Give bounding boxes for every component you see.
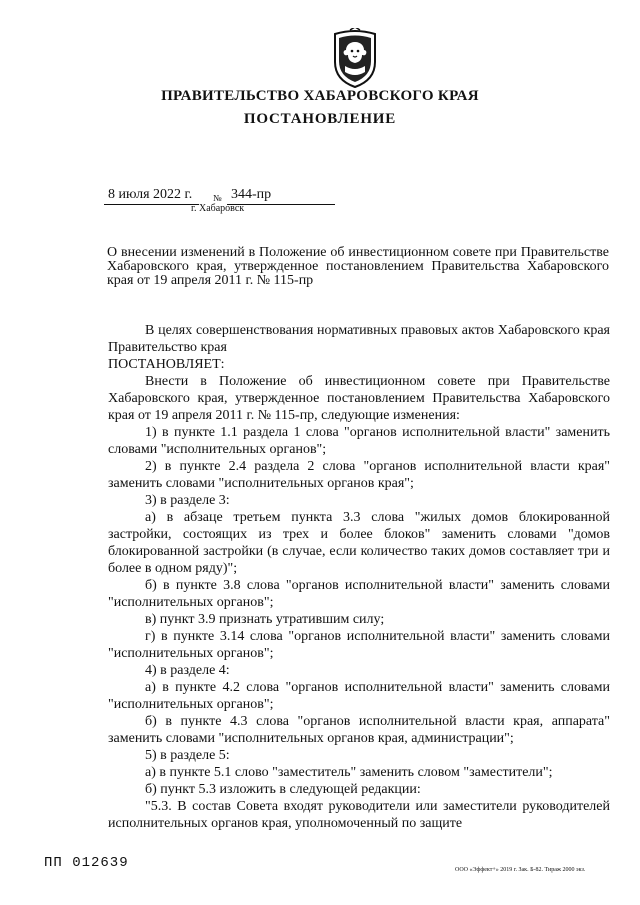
body-paragraph: б) в пункте 3.8 слова "органов исполнительной власти" заменить словами "исполнительных органов";: [108, 578, 610, 610]
body-paragraph: а) в абзаце третьем пункта 3.3 слова "жилых домов блокированной застройки, состоящих из трех и более блоков" заменить словами "домов блокированной застройки (в случае, если количество таких домов составляет три и более в одном ряду)";: [108, 510, 610, 576]
body-paragraph: г) в пункте 3.14 слова "органов исполнительной власти" заменить словами "исполнительных органов";: [108, 629, 610, 661]
body-paragraph: в) пункт 3.9 признать утратившим силу;: [145, 612, 385, 627]
form-serial-number: ПП 012639: [44, 855, 129, 871]
decree-date: 8 июля 2022 г.: [108, 187, 193, 202]
printer-imprint: ООО «Эффект+» 2019 г. Зак. Б-82. Тираж 2000 экз.: [455, 867, 586, 873]
body-paragraph: 5) в разделе 5:: [145, 748, 230, 763]
body-paragraph: б) пункт 5.3 изложить в следующей редакции:: [145, 782, 421, 797]
number-sign: №: [213, 193, 222, 203]
body-paragraph: "5.3. В состав Совета входят руководители или заместители руководителей исполнительных органов края, уполномоченный по защите: [108, 799, 610, 831]
body-paragraph: 2) в пункте 2.4 раздела 2 слова "органов исполнительной власти края" заменить словами "исполнительных органов края";: [108, 459, 610, 491]
body-paragraph: а) в пункте 5.1 слово "заместитель" заменить словом "заместители";: [145, 765, 553, 780]
resolves-heading: ПОСТАНОВЛЯЕТ:: [108, 357, 225, 372]
decree-body: [108, 322, 610, 832]
body-paragraph: а) в пункте 4.2 слова "органов исполнительной власти" заменить словами "исполнительных органов";: [108, 680, 610, 712]
khabarovsk-coat-of-arms-icon: [331, 28, 379, 88]
decree-title: О внесении изменений в Положение об инвестиционном совете при Правительстве Хабаровского края, утвержденное постановлением Правительства Хабаровского края от 19 апреля 2011 г. № 115-пр: [107, 245, 609, 288]
date-underline: [104, 204, 199, 205]
body-paragraph: 1) в пункте 1.1 раздела 1 слова "органов исполнительной власти" заменить словами "исполнительных органов";: [108, 425, 610, 457]
body-paragraph: б) в пункте 4.3 слова "органов исполнительной власти края, аппарата" заменить словами "исполнительных органов края, администрации";: [108, 714, 610, 746]
body-paragraph: 4) в разделе 4:: [145, 663, 230, 678]
issuing-authority: ПРАВИТЕЛЬСТВО ХАБАРОВСКОГО КРАЯ: [161, 88, 479, 104]
preamble: В целях совершенствования нормативных правовых актов Хабаровского края Правительство края: [108, 323, 610, 355]
document-type: ПОСТАНОВЛЕНИЕ: [243, 111, 397, 127]
body-paragraph: 3) в разделе 3:: [145, 493, 230, 508]
decree-number: 344-пр: [231, 187, 272, 202]
body-paragraph: Внести в Положение об инвестиционном совете при Правительстве Хабаровского края, утвержденное постановлением Правительства Хабаровского края от 19 апреля 2011 г. № 115-пр, следующие изменения:: [108, 374, 610, 423]
issue-city: г. Хабаровск: [191, 203, 245, 214]
